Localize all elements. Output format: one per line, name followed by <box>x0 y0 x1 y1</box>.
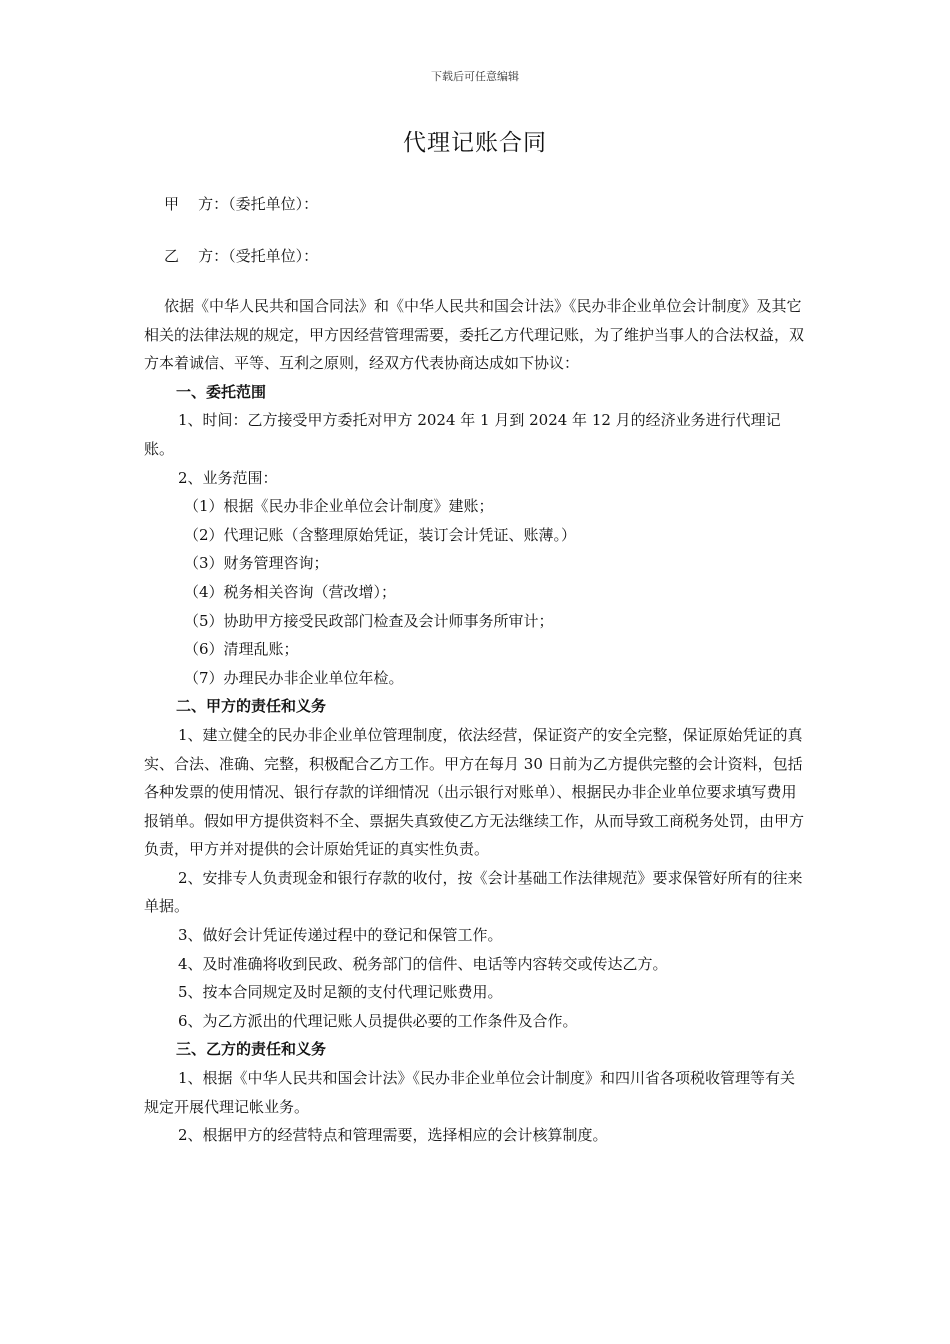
section-2-clause-1: 1、建立健全的民办非企业单位管理制度，依法经营，保证资产的安全完整，保证原始凭证的真实、合法、准确、完整，积极配合乙方工作。甲方在每月 30 日前为乙方提供完整的会计资料，包括各种发票的使用情况、银行存款的详细情况（出示银行对账单）、根据民办非企业单位要求填写费用报销单。假如甲方提供资料不全、票据失真致使乙方无法继续工作，从而导致工商税务处罚，由甲方负责，甲方并对提供的会计原始凭证的真实性负责。 <box>144 725 805 859</box>
section-3-clause-2: 2、根据甲方的经营特点和管理需要，选择相应的会计核算制度。 <box>178 1126 608 1145</box>
section-3-clause-1: 1、根据《中华人民共和国会计法》《民办非企业单位会计制度》和四川省各项税收管理等有关规定开展代理记帐业务。 <box>144 1069 796 1116</box>
section-2-clause-2: 2、安排专人负责现金和银行存款的收付，按《会计基础工作法律规范》要求保管好所有的往来单据。 <box>144 868 803 916</box>
scope-item: （3）财务管理咨询； <box>184 554 329 573</box>
section-2-clause-4: 4、及时准确将收到民政、税务部门的信件、电话等内容转交或传达乙方。 <box>178 954 668 973</box>
section-2-clause-6: 6、为乙方派出的代理记账人员提供必要的工作条件及合作。 <box>178 1011 578 1030</box>
section-3-heading: 三、乙方的责任和义务 <box>176 1040 327 1059</box>
section-2-heading: 二、甲方的责任和义务 <box>176 697 327 716</box>
section-1-scope-label: 2、业务范围： <box>178 468 278 487</box>
contract-body <box>144 292 808 1150</box>
section-1-time: 1、时间：乙方接受甲方委托对甲方 2024 年 1 月到 2024 年 12 月的经济业务进行代理记账。 <box>144 411 781 458</box>
section-2-clause-3: 3、做好会计凭证传递过程中的登记和保管工作。 <box>178 926 503 945</box>
scope-item: （6）清理乱账； <box>184 640 299 659</box>
document-title: 代理记账合同 <box>403 130 547 156</box>
header-note: 下载后可任意编辑 <box>431 70 519 83</box>
scope-item: （7）办理民办非企业单位年检。 <box>184 668 404 687</box>
intro-paragraph: 依据《中华人民共和国合同法》和《中华人民共和国会计法》《民办非企业单位会计制度》及其它相关的法律法规的规定，甲方因经营管理需要，委托乙方代理记账，为了维护当事人的合法权益，双方本着诚信、平等、互利之原则，经双方代表协商达成如下协议： <box>144 297 805 373</box>
scope-item: （4）税务相关咨询（营改增）； <box>184 582 397 601</box>
section-1-heading: 一、委托范围 <box>176 382 267 401</box>
party-a-line: 甲 方：（委托单位）： <box>164 195 319 213</box>
party-b-line: 乙 方：（受托单位）： <box>164 247 319 265</box>
section-2-clause-5: 5、按本合同规定及时足额的支付代理记账费用。 <box>178 983 503 1002</box>
scope-item: （1）根据《民办非企业单位会计制度》建账； <box>184 497 494 516</box>
scope-item: （2）代理记账（含整理原始凭证，装订会计凭证、账薄。） <box>184 525 577 544</box>
scope-item: （5）协助甲方接受民政部门检查及会计师事务所审计； <box>184 611 554 630</box>
